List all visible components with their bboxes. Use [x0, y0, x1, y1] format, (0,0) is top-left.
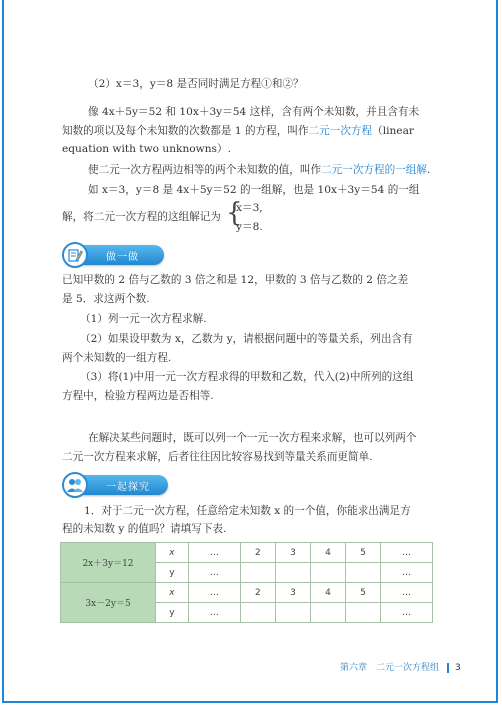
table-cell: … [380, 583, 432, 603]
note-line-2: 二元一次方程来求解，后者往往因比较容易找到等量关系而更简单. [62, 451, 373, 463]
exercise-line-2: 程的未知数 y 的值吗？请填写下表. [62, 523, 227, 535]
definition-line-2 [62, 123, 414, 139]
table-cell[interactable] [345, 563, 380, 583]
step-2-line-2: 两个未知数的一组方程. [62, 352, 172, 364]
table-cell[interactable] [275, 563, 310, 583]
definition-text: 知数的项以及每个未知数的次数都是 1 的方程，叫作 [62, 125, 309, 137]
table-cell: … [188, 543, 240, 563]
definition-line-3: equation with two unknowns）. [62, 143, 231, 155]
table-cell: y [156, 603, 189, 623]
system-brace: { [226, 198, 243, 228]
question-2: （2）x＝3，y＝8 是否同时满足方程①和②？ [88, 78, 304, 90]
table-cell: … [380, 603, 432, 623]
table-cell: 2 [240, 543, 275, 563]
table-cell[interactable] [310, 603, 345, 623]
example-line-2: 解，将二元一次方程的这组解记为 [62, 211, 221, 223]
term-solution: 二元一次方程的一组解 [321, 164, 427, 176]
problem-line-1: 已知甲数的 2 倍与乙数的 3 倍之和是 12，甲数的 3 倍与乙数的 2 倍之差 [62, 274, 409, 286]
table-row [61, 583, 433, 603]
table-cell[interactable] [240, 563, 275, 583]
people-group-icon [62, 472, 88, 498]
pencil-paper-icon [62, 242, 88, 268]
solution-text: 使二元一次方程两边相等的两个未知数的值，叫作 [88, 164, 322, 176]
equation-cell: 2x＋3y＝12 [61, 543, 156, 583]
table-cell: … [188, 603, 240, 623]
table-cell: y [156, 563, 189, 583]
exercise-line-1: 1．对于二元一次方程，任意给定未知数 x 的一个值，你能求出满足方 [84, 505, 411, 517]
step-3-line-1: （3）将(1)中用一元一次方程求得的甲数和乙数，代入(2)中所列的这组 [80, 371, 414, 383]
values-table [60, 542, 433, 623]
table-cell: 3 [275, 583, 310, 603]
table-cell[interactable] [275, 603, 310, 623]
table-cell: … [380, 543, 432, 563]
table-cell: 4 [310, 543, 345, 563]
step-3-line-2: 方程中，检验方程两边是否相等. [62, 390, 214, 402]
example-line-1: 如 x＝3，y＝8 是 4x＋5y＝52 的一组解，也是 10x＋3y＝54 的一组 [88, 184, 420, 196]
table-cell[interactable] [240, 603, 275, 623]
try-it-label: 做一做 [106, 251, 139, 263]
try-it-badge [66, 245, 164, 265]
explore-together-badge [66, 475, 168, 495]
table-cell: … [188, 583, 240, 603]
system-y: y＝8. [236, 221, 263, 233]
page-number: 3 [455, 663, 461, 673]
table-cell: x [156, 583, 189, 603]
page-footer [340, 660, 461, 673]
note-line-1: 在解决某些问题时，既可以列一个一元一次方程来求解，也可以列两个 [88, 432, 417, 444]
table-cell[interactable] [310, 563, 345, 583]
table-cell: x [156, 543, 189, 563]
solution-definition [88, 162, 430, 178]
table-row [61, 543, 433, 563]
term-linear-equation-two-unknowns: 二元一次方程 [308, 125, 373, 137]
solution-period: . [427, 164, 431, 176]
step-2-line-1: （2）如果设甲数为 x，乙数为 y，请根据问题中的等量关系，列出含有 [80, 333, 413, 345]
system-x: x＝3, [236, 202, 263, 214]
english-term-open: （linear [372, 125, 414, 137]
table-cell[interactable] [345, 603, 380, 623]
table-cell: 2 [240, 583, 275, 603]
table-cell: 4 [310, 583, 345, 603]
footer-divider [447, 663, 449, 673]
chapter-title: 第六章 二元一次方程组 [340, 663, 440, 673]
table-cell: 5 [345, 583, 380, 603]
table-cell: 3 [275, 543, 310, 563]
definition-line-1: 像 4x＋5y＝52 和 10x＋3y＝54 这样，含有两个未知数，并且含有未 [88, 106, 420, 118]
equation-cell: 3x－2y＝5 [61, 583, 156, 623]
table-cell: 5 [345, 543, 380, 563]
step-1: （1）列一元一次方程求解. [80, 313, 207, 325]
table-cell: … [380, 563, 432, 583]
explore-together-label: 一起探究 [106, 481, 150, 493]
problem-line-2: 是 5．求这两个数. [62, 293, 150, 305]
table-cell: … [188, 563, 240, 583]
